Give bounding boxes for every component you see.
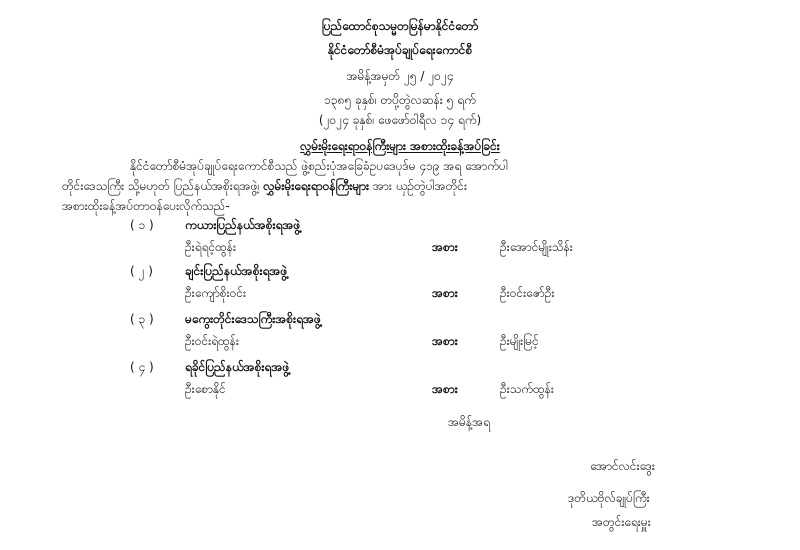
outgoing-minister: ဦးဝင်းရဲထွန်း	[185, 334, 239, 348]
item-region: ကယားပြည်နယ်အစိုးရအဖွဲ့	[185, 218, 301, 232]
body-line-2	[62, 178, 467, 194]
list-item	[0, 310, 800, 328]
incoming-minister: ဦးဝင်းဇော်ဦး	[500, 286, 555, 300]
header-council: နိုင်ငံတော်စီမံအုပ်ချုပ်ရေးကောင်စီ	[327, 43, 473, 57]
body-line-3: အစားထိုးခန့်အပ်တာဝန်ပေးလိုက်သည်-	[62, 199, 230, 213]
list-item-names	[0, 380, 800, 398]
item-number: ( ၂ )	[130, 264, 153, 278]
signer-name: အောင်လင်းဒွေး	[590, 459, 655, 473]
list-item	[0, 358, 800, 376]
body-line-2-emphasis: လွှမ်းမိုးရေးရာဝန်ကြီးများ	[263, 179, 370, 193]
replacement-label: အစား	[432, 286, 458, 300]
header-country: ပြည်ထောင်စုသမ္မတမြန်မာနိုင်ငံတော်	[321, 19, 479, 33]
document-title: လွှမ်းမိုးရေးရာဝန်ကြီးများ အစားထိုးခန့်အပ်ခြင်း	[300, 139, 500, 153]
item-region: ရခိုင်ပြည်နယ်အစိုးရအဖွဲ့	[185, 360, 290, 374]
by-order: အမိန့်အရ	[448, 415, 490, 429]
list-item-names	[0, 238, 800, 256]
body-line-2-start: တိုင်းဒေသကြီး သို့မဟုတ် ပြည်နယ်အစိုးရအဖွဲ့၊	[62, 179, 260, 193]
replacement-label: အစား	[432, 240, 458, 254]
incoming-minister: ဦးသက်ထွန်း	[500, 382, 554, 396]
list-item-names	[0, 284, 800, 302]
outgoing-minister: ဦးရဲရင့်ထွန်း	[185, 240, 236, 254]
incoming-minister: ဦးအောင်မျိုးသိန်း	[500, 240, 573, 254]
item-number: ( ၄ )	[130, 360, 154, 374]
date-gregorian: (၂၀၂၄ ခုနှစ်၊ ဖေဖော်ဝါရီလ ၁၄ ရက်)	[318, 113, 482, 127]
signer-rank: ဒုတိယဗိုလ်ချုပ်ကြီး	[568, 491, 650, 505]
item-number: ( ၁ )	[130, 218, 154, 232]
incoming-minister: ဦးမျိုးမြင့်	[500, 334, 539, 348]
body-line-1: နိုင်ငံတော်စီမံအုပ်ချုပ်ရေးကောင်စီသည် ဖွဲ့စည်းပုံအခြေခံဥပဒေပုဒ်မ ၄၁၉ အရ အောက်ပါ	[130, 159, 508, 173]
item-region: မကွေးတိုင်းဒေသကြီးအစိုးရအဖွဲ့	[185, 312, 321, 326]
date-myanmar: ၁၃၈၅ ခုနှစ်၊ တပို့တွဲလဆန်း ၅ ရက်	[324, 93, 476, 107]
order-number: အမိန့်အမှတ် ၂၅ / ၂၀၂၄	[346, 69, 454, 83]
replacement-label: အစား	[432, 334, 458, 348]
outgoing-minister: ဦးကျော်စိုးဝင်း	[185, 286, 247, 300]
list-item	[0, 262, 800, 280]
item-number: ( ၃ )	[130, 312, 154, 326]
list-item	[0, 216, 800, 234]
outgoing-minister: ဦးစောနိုင်	[185, 382, 226, 396]
body-line-2-end: အား ယှဉ်တွဲပါအတိုင်း	[372, 179, 468, 193]
replacement-label: အစား	[432, 382, 458, 396]
list-item-names	[0, 332, 800, 350]
item-region: ချင်းပြည်နယ်အစိုးရအဖွဲ့	[185, 264, 288, 278]
signer-role: အတွင်းရေးမှူး	[592, 515, 651, 529]
